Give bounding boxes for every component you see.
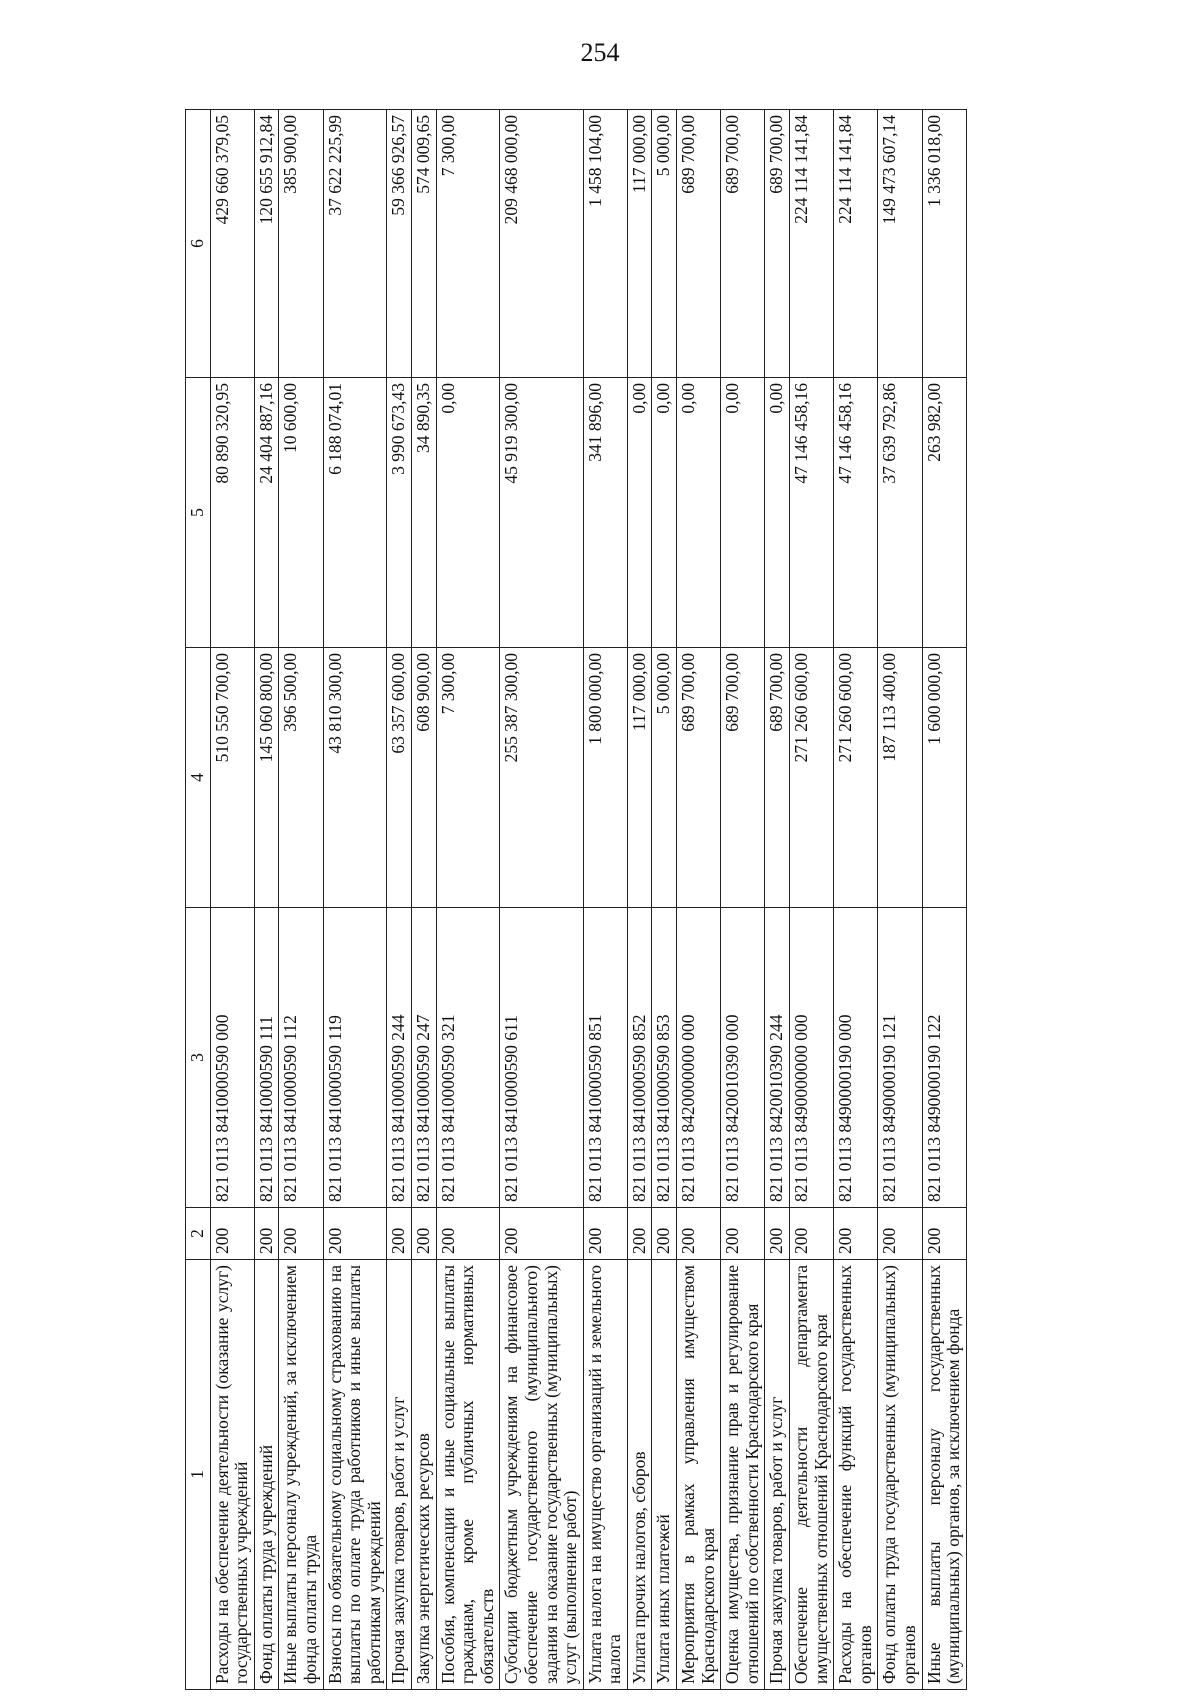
row-col6-value: 429 660 379,05	[210, 110, 254, 378]
row-col5-value: 0,00	[627, 378, 652, 648]
row-col5-value: 47 146 458,16	[834, 378, 878, 648]
row-col4-value: 271 260 600,00	[834, 648, 878, 908]
row-col5-value: 3 990 673,43	[387, 378, 412, 648]
row-classification: 821 0113 8490000000 000	[790, 908, 834, 1208]
row-name: Прочая закупка товаров, работ и услуг	[387, 1260, 412, 1690]
row-classification: 821 0113 8410000590 852	[627, 908, 652, 1208]
row-col4-value: 63 357 600,00	[387, 648, 412, 908]
row-col5-value: 34 890,35	[411, 378, 436, 648]
row-name: Расходы на обеспечение деятельности (оказание услуг) государственных учреждений	[210, 1260, 254, 1690]
table-row	[583, 110, 627, 1690]
row-col6-value: 120 655 912,84	[254, 110, 279, 378]
row-classification: 821 0113 8410000590 244	[387, 908, 412, 1208]
row-col6-value: 689 700,00	[677, 110, 721, 378]
row-col6-value: 149 473 607,14	[878, 110, 922, 378]
table-wrapper	[185, 110, 1085, 1690]
row-col4-value: 1 800 000,00	[583, 648, 627, 908]
row-classification: 821 0113 8410000590 853	[652, 908, 677, 1208]
row-col4-value: 689 700,00	[721, 648, 765, 908]
row-col5-value: 0,00	[765, 378, 790, 648]
row-classification: 821 0113 8420010390 000	[721, 908, 765, 1208]
row-name: Уплата налога на имущество организаций и земельного налога	[583, 1260, 627, 1690]
row-code: 200	[677, 1208, 721, 1260]
table-row	[627, 110, 652, 1690]
row-col4-value: 117 000,00	[627, 648, 652, 908]
row-col6-value: 59 366 926,57	[387, 110, 412, 378]
row-classification: 821 0113 8410000590 111	[254, 908, 279, 1208]
row-col4-value: 187 113 400,00	[878, 648, 922, 908]
row-code: 200	[583, 1208, 627, 1260]
row-name: Закупка энергетических ресурсов	[411, 1260, 436, 1690]
row-name: Уплата иных платежей	[652, 1260, 677, 1690]
row-name: Мероприятия в рамках управления имуществом Краснодарского края	[677, 1260, 721, 1690]
table-row	[500, 110, 583, 1690]
table-row	[652, 110, 677, 1690]
header-col-5: 5	[186, 378, 211, 648]
table-row	[677, 110, 721, 1690]
row-col6-value: 224 114 141,84	[834, 110, 878, 378]
row-col6-value: 209 468 000,00	[500, 110, 583, 378]
page-number: 254	[580, 38, 620, 67]
row-col4-value: 5 000,00	[652, 648, 677, 908]
row-code: 200	[500, 1208, 583, 1260]
row-col4-value: 689 700,00	[765, 648, 790, 908]
row-col5-value: 6 188 074,01	[323, 378, 387, 648]
row-classification: 821 0113 8410000590 000	[210, 908, 254, 1208]
row-name: Иные выплаты персоналу государственных (муниципальных) органов, за исключением фонда	[922, 1260, 966, 1690]
row-classification: 821 0113 8410000590 611	[500, 908, 583, 1208]
row-col5-value: 80 890 320,95	[210, 378, 254, 648]
row-col4-value: 7 300,00	[436, 648, 500, 908]
row-col4-value: 255 387 300,00	[500, 648, 583, 908]
header-col-3: 3	[186, 908, 211, 1208]
row-classification: 821 0113 8410000590 851	[583, 908, 627, 1208]
header-col-2: 2	[186, 1208, 211, 1260]
row-code: 200	[411, 1208, 436, 1260]
table-row	[721, 110, 765, 1690]
table-row	[436, 110, 500, 1690]
row-code: 200	[210, 1208, 254, 1260]
row-code: 200	[922, 1208, 966, 1260]
row-col4-value: 1 600 000,00	[922, 648, 966, 908]
table-body	[210, 110, 966, 1690]
table-row	[210, 110, 254, 1690]
table-row	[790, 110, 834, 1690]
row-col6-value: 37 622 225,99	[323, 110, 387, 378]
table-header	[186, 110, 211, 1690]
row-col5-value: 24 404 887,16	[254, 378, 279, 648]
row-col4-value: 271 260 600,00	[790, 648, 834, 908]
row-col4-value: 396 500,00	[279, 648, 323, 908]
table-row	[765, 110, 790, 1690]
header-col-1: 1	[186, 1260, 211, 1690]
row-col6-value: 5 000,00	[652, 110, 677, 378]
row-col6-value: 385 900,00	[279, 110, 323, 378]
row-name: Пособия, компенсации и иные социальные выплаты гражданам, кроме публичных нормативных обязательств	[436, 1260, 500, 1690]
row-code: 200	[279, 1208, 323, 1260]
row-name: Иные выплаты персоналу учреждений, за исключением фонда оплаты труда	[279, 1260, 323, 1690]
row-col5-value: 263 982,00	[922, 378, 966, 648]
row-col4-value: 145 060 800,00	[254, 648, 279, 908]
row-col6-value: 1 458 104,00	[583, 110, 627, 378]
row-code: 200	[254, 1208, 279, 1260]
row-name: Фонд оплаты труда учреждений	[254, 1260, 279, 1690]
row-classification: 821 0113 8490000190 122	[922, 908, 966, 1208]
row-name: Оценка имущества, признание прав и регулирование отношений по собственности Краснодарского края	[721, 1260, 765, 1690]
row-col6-value: 224 114 141,84	[790, 110, 834, 378]
rotated-table-container	[185, 110, 1085, 1690]
row-code: 200	[652, 1208, 677, 1260]
header-row	[186, 110, 211, 1690]
row-code: 200	[436, 1208, 500, 1260]
row-col6-value: 117 000,00	[627, 110, 652, 378]
row-col5-value: 45 919 300,00	[500, 378, 583, 648]
row-col6-value: 574 009,65	[411, 110, 436, 378]
row-col6-value: 689 700,00	[721, 110, 765, 378]
table-row	[387, 110, 412, 1690]
table-row	[878, 110, 922, 1690]
row-col5-value: 0,00	[652, 378, 677, 648]
row-classification: 821 0113 8490000190 121	[878, 908, 922, 1208]
row-name: Обеспечение деятельности департамента имущественных отношений Краснодарского края	[790, 1260, 834, 1690]
table-row	[254, 110, 279, 1690]
row-col5-value: 10 600,00	[279, 378, 323, 648]
row-col6-value: 689 700,00	[765, 110, 790, 378]
row-code: 200	[721, 1208, 765, 1260]
row-classification: 821 0113 8410000590 119	[323, 908, 387, 1208]
row-col5-value: 0,00	[436, 378, 500, 648]
row-code: 200	[834, 1208, 878, 1260]
row-col4-value: 608 900,00	[411, 648, 436, 908]
table-row	[323, 110, 387, 1690]
row-code: 200	[627, 1208, 652, 1260]
header-col-4: 4	[186, 648, 211, 908]
row-col5-value: 0,00	[677, 378, 721, 648]
row-classification: 821 0113 8410000590 247	[411, 908, 436, 1208]
row-col4-value: 43 810 300,00	[323, 648, 387, 908]
table-row	[922, 110, 966, 1690]
row-classification: 821 0113 8420000000 000	[677, 908, 721, 1208]
row-col4-value: 510 550 700,00	[210, 648, 254, 908]
row-col5-value: 47 146 458,16	[790, 378, 834, 648]
row-col6-value: 1 336 018,00	[922, 110, 966, 378]
row-code: 200	[387, 1208, 412, 1260]
table-row	[279, 110, 323, 1690]
row-col6-value: 7 300,00	[436, 110, 500, 378]
row-col5-value: 0,00	[721, 378, 765, 648]
row-col5-value: 37 639 792,86	[878, 378, 922, 648]
row-name: Фонд оплаты труда государственных (муниципальных) органов	[878, 1260, 922, 1690]
table-row	[411, 110, 436, 1690]
row-code: 200	[878, 1208, 922, 1260]
row-name: Расходы на обеспечение функций государственных органов	[834, 1260, 878, 1690]
row-code: 200	[765, 1208, 790, 1260]
row-name: Взносы по обязательному социальному страхованию на выплаты по оплате труда работников и иные выплаты работникам учреждений	[323, 1260, 387, 1690]
header-col-6: 6	[186, 110, 211, 378]
row-name: Субсидии бюджетным учреждениям на финансовое обеспечение государственного (муниципального) задания на оказание государственных (муниципальных) услуг (выполнение работ)	[500, 1260, 583, 1690]
row-code: 200	[790, 1208, 834, 1260]
row-classification: 821 0113 8410000590 321	[436, 908, 500, 1208]
table-row	[834, 110, 878, 1690]
row-col5-value: 341 896,00	[583, 378, 627, 648]
row-code: 200	[323, 1208, 387, 1260]
budget-table	[185, 109, 967, 1690]
row-name: Уплата прочих налогов, сборов	[627, 1260, 652, 1690]
row-name: Прочая закупка товаров, работ и услуг	[765, 1260, 790, 1690]
row-classification: 821 0113 8420010390 244	[765, 908, 790, 1208]
row-classification: 821 0113 8490000190 000	[834, 908, 878, 1208]
row-col4-value: 689 700,00	[677, 648, 721, 908]
row-classification: 821 0113 8410000590 112	[279, 908, 323, 1208]
